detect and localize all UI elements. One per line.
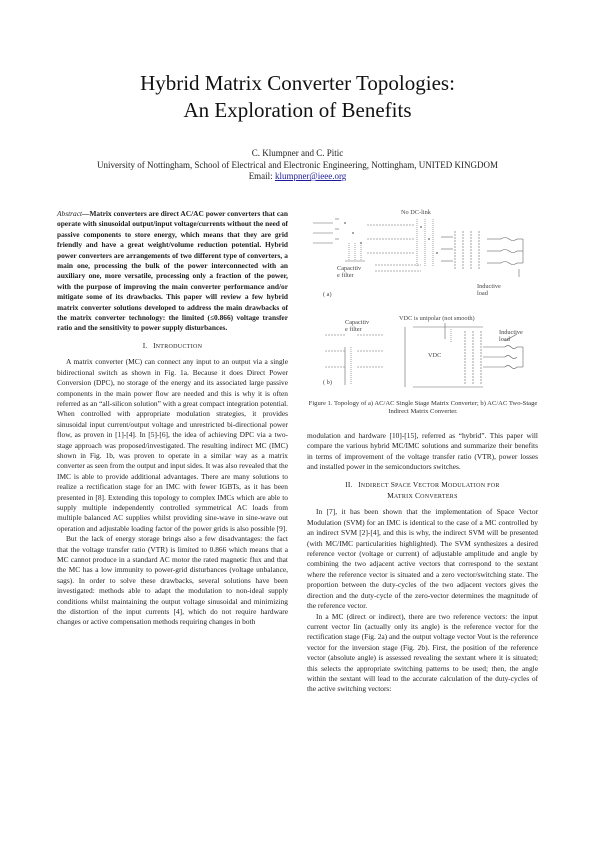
paper-title [0, 70, 595, 124]
vdc-label: VDC [428, 352, 442, 359]
email-link[interactable]: klumpner@ieee.org [274, 171, 347, 181]
vdc-unipolar-note: VDC is unipolar (not smooth) [399, 315, 475, 322]
email-line [0, 171, 595, 183]
title-line-1: Hybrid Matrix Converter Topologies: [140, 71, 455, 95]
section-1-paragraph-1: A matrix converter (MC) can connect any input to an output via a single bidirectional switch as shown in Fig. 1a. Because it does Direct Power Conversion (DPC), no storage of the energy and its associated large passive components in the main power flow are needed and this is why it is often referred as an “all-silicon solution” with a great compact integration potential. When controlled with appropriate modulation strategies, it provides sinusoidal input current/output voltage and unrestricted bi-directional power flow, as proven in [1]-[4]. In [5]-[6], the idea of achieving DPC via a two-stage approach was proposed/investigated. The resulting indirect MC (IMC) shown in Fig. 1b, was proven to operate in a similar way as a matrix converter as seen from the output and input sides. It was also revealed that the IMC is able to provide additional advantages. There are many solutions to realize a rectification stage for an IMC with fewer IGBTs, as it has been presented in [8]. Extending this topology to complex IMCs which are able to supply multiple independently controlled symmetrical AC loads from multiple balanced AC supplies whilst providing sine-wave in sine-wave out operation and adjustable loading factor of the power grids is also possible [9]. [57, 357, 288, 533]
figure-1-schematic [305, 209, 541, 399]
abstract [57, 209, 288, 334]
left-column [57, 209, 288, 628]
section-1-paragraph-2: But the lack of energy storage brings also a few disadvantages: the fact that the voltage transfer ratio (VTR) is limited to 0.866 which means that a MC cannot produce in a standard AC motor the rated magnetic flux and that the MC has a low immunity to power-grid disturbances (voltage unbalance, sags). In order to solve these drawbacks, several solutions have been investigated: methods able to adapt the modulation to non-ideal supply conditions whilst maintaining the output voltage sinusoidal and minimizing the distortion of the input currents [4], which do not require hardware changes or active compensation methods requiring changes in both [57, 534, 288, 627]
capacitive-filter-label-a: Capacitiv e filter [337, 265, 362, 279]
authors: C. Klumpner and C. Pitic [251, 148, 344, 158]
section-1-paragraph-3: modulation and hardware [10]-[15], referred as “hybrid”. This paper will compare the various hybrid MC/IMC solutions and summarize their benefits in terms of improvement of the voltage transfer ratio (VTR), power losses and installed power in the semiconductors switches. [307, 431, 538, 472]
section-2-paragraph-2: In a MC (direct or indirect), there are two reference vectors: the input current vector Iin (actually only its angle) is the reference vector for the rectification stage (Fig. 2a) and the output voltage vector Vout is the reference vector for the inversion stage (Fig. 2b). First, the position of the reference vector (absolute angle) is assessed revealing the sextant where it is situated; this selects the appropriate switching patterns to be used; then, the angle within the sextant will lead to the accurate calculation of the duty-cycles of the active switching vectors: [307, 611, 538, 694]
email-label: Email: [248, 171, 275, 181]
subfigure-a-label: ( a) [323, 291, 332, 298]
inductive-load-label-b: Inductive load [499, 329, 523, 343]
figure-1-caption: Figure 1. Topology of a) AC/AC Single Stage Matrix Converter; b) AC/AC Two-Stage Indirect Matrix Converter. [308, 400, 538, 416]
author-block [0, 148, 595, 183]
title-line-2: An Exploration of Benefits [183, 98, 412, 122]
no-dc-link-label: No DC-link [401, 209, 431, 216]
section-1-heading: I. INTRODUCTION [142, 340, 203, 350]
affiliation: University of Nottingham, School of Electrical and Electronic Engineering, Nottingham, UNITED KINGDOM [97, 159, 498, 170]
capacitive-filter-label-b: Capacitiv e filter [345, 319, 370, 333]
section-2-paragraph-1: In [7], it has been shown that the implementation of Space Vector Modulation (SVM) for an IMC is identical to the case of a MC controlled by an indirect SVM [2]-[4], and this is why, the indirect SVM will be presented (with MC/IMC particularities highlighted). The SVM synthesizes a desired reference vector (voltage or current) of adjustable amplitude and angle by combining the two adjacent active vectors that correspond to the sextant where the reference vector is situated and a zero vector/switching state. The proportion between the duty-cycles of the two adjacent vectors gives the direction and the duty-cycle of the zero-vector determines the magnitude of the reference vector. [307, 507, 538, 611]
section-2-heading: II. INDIRECT SPACE VECTOR MODULATION FOR MATRIX CONVERTERS [345, 479, 500, 501]
inductive-load-label-a: Inductive load [477, 283, 501, 297]
figure-1 [305, 209, 541, 427]
right-column [307, 431, 538, 695]
subfigure-b-label: ( b) [323, 379, 332, 386]
abstract-label: Abstract [57, 209, 83, 218]
abstract-text: —Matrix converters are direct AC/AC power converters that can operate with sinusoidal output/input voltage/currents without the need of passive components to store energy, which means that they are grid friendly and have a great weight/volume reduction potential. Hybrid power converters are arrangements of two different type of converters, a main one, processing the bulk of the power interconnected with an auxiliary one, more versatile, processing only a fraction of the power, with the purpose of improving the main converter performance and/or mitigate some of its drawbacks. This paper will review a few hybrid matrix converter solutions developed to address the main drawbacks of the matrix converter technology: the limited (≤0.866) voltage transfer ratio and the sensitivity to power supply disturbances. [57, 209, 288, 333]
